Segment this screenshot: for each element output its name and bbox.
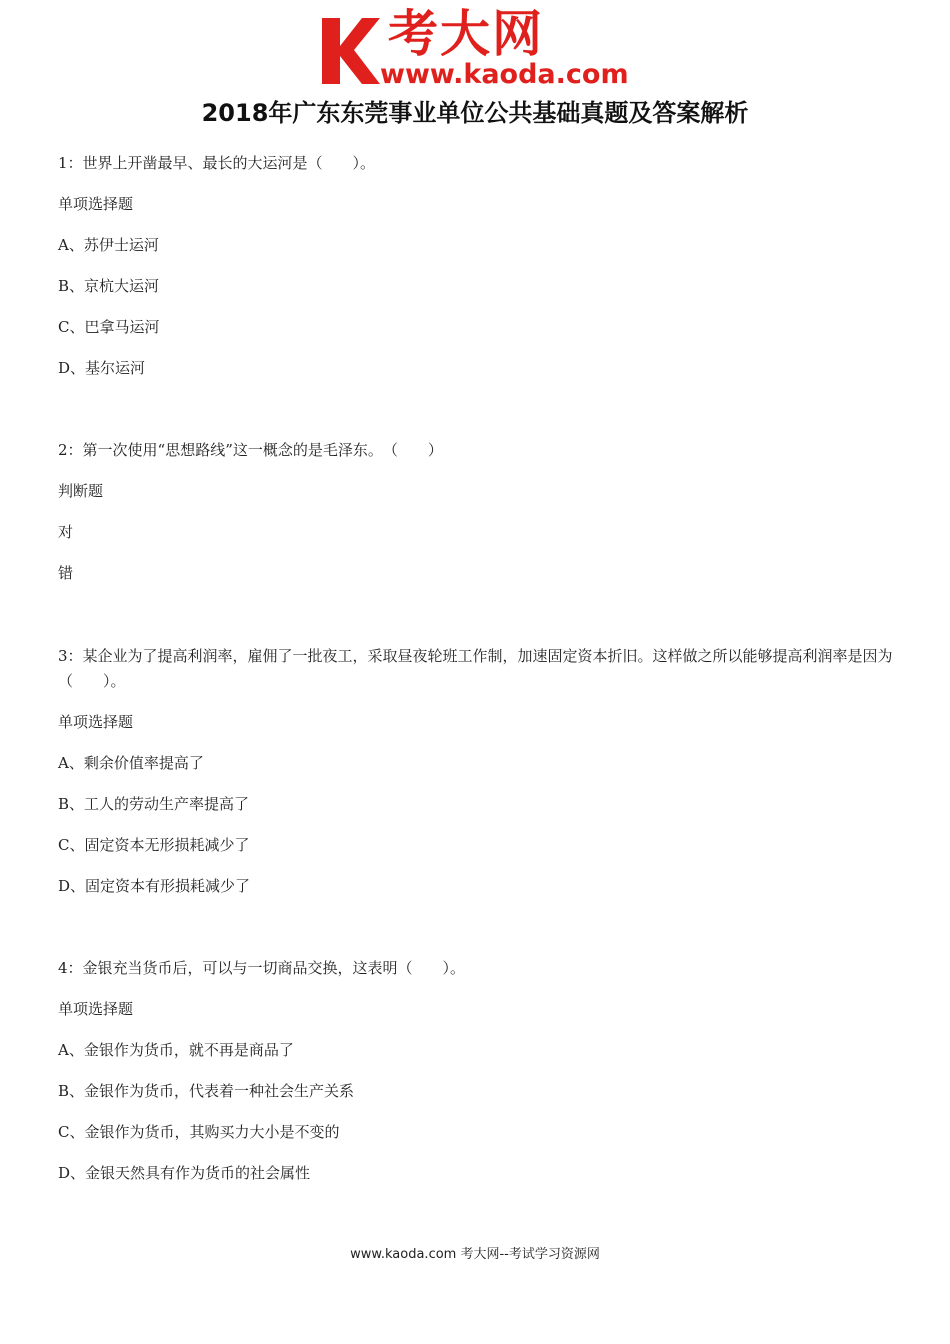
logo-url: www.kaoda.com (380, 59, 629, 90)
question-1-type: 单项选择题 (58, 195, 134, 213)
kaoda-logo (318, 5, 640, 94)
question-1-option-a: A、苏伊士运河 (58, 236, 159, 254)
question-3-type: 单项选择题 (58, 713, 134, 731)
document-title: 2018年广东东莞事业单位公共基础真题及答案解析 (201, 99, 749, 127)
question-4-option-d: D、金银天然具有作为货币的社会属性 (58, 1164, 311, 1182)
question-4-type: 单项选择题 (58, 1000, 134, 1018)
k-logo-icon (318, 12, 382, 88)
question-3-option-c: C、固定资本无形损耗减少了 (58, 836, 250, 854)
question-2-option-false: 错 (58, 564, 74, 582)
question-3-stem: 3：某企业为了提高利润率，雇佣了一批夜工，采取昼夜轮班工作制，加速固定资本折旧。这样做之所以能够提高利润率是因为（ ）。 (58, 647, 893, 690)
question-4-stem: 4：金银充当货币后，可以与一切商品交换，这表明（ ）。 (58, 959, 466, 977)
question-2-type: 判断题 (58, 482, 104, 500)
question-2-stem: 2：第一次使用“思想路线”这一概念的是毛泽东。 （ ） (58, 441, 443, 459)
question-3-option-d: D、固定资本有形损耗减少了 (58, 877, 251, 895)
question-3-option-b: B、工人的劳动生产率提高了 (58, 795, 250, 813)
question-1-option-d: D、基尔运河 (58, 359, 146, 377)
question-1-option-c: C、巴拿马运河 (58, 318, 160, 336)
question-4-option-b: B、金银作为货币，代表着一种社会生产关系 (58, 1082, 355, 1100)
question-3-option-a: A、剩余价值率提高了 (58, 754, 204, 772)
question-4-option-a: A、金银作为货币，就不再是商品了 (58, 1041, 294, 1059)
question-1-option-b: B、京杭大运河 (58, 277, 160, 295)
page-footer: www.kaoda.com 考大网--考试学习资源网 (350, 1247, 600, 1262)
logo-chinese-name: 考大网 (388, 5, 544, 63)
question-2-option-true: 对 (58, 523, 74, 541)
question-4-option-c: C、金银作为货币，其购买力大小是不变的 (58, 1123, 340, 1141)
question-1-stem: 1：世界上开凿最早、最长的大运河是（ ）。 (58, 154, 376, 172)
